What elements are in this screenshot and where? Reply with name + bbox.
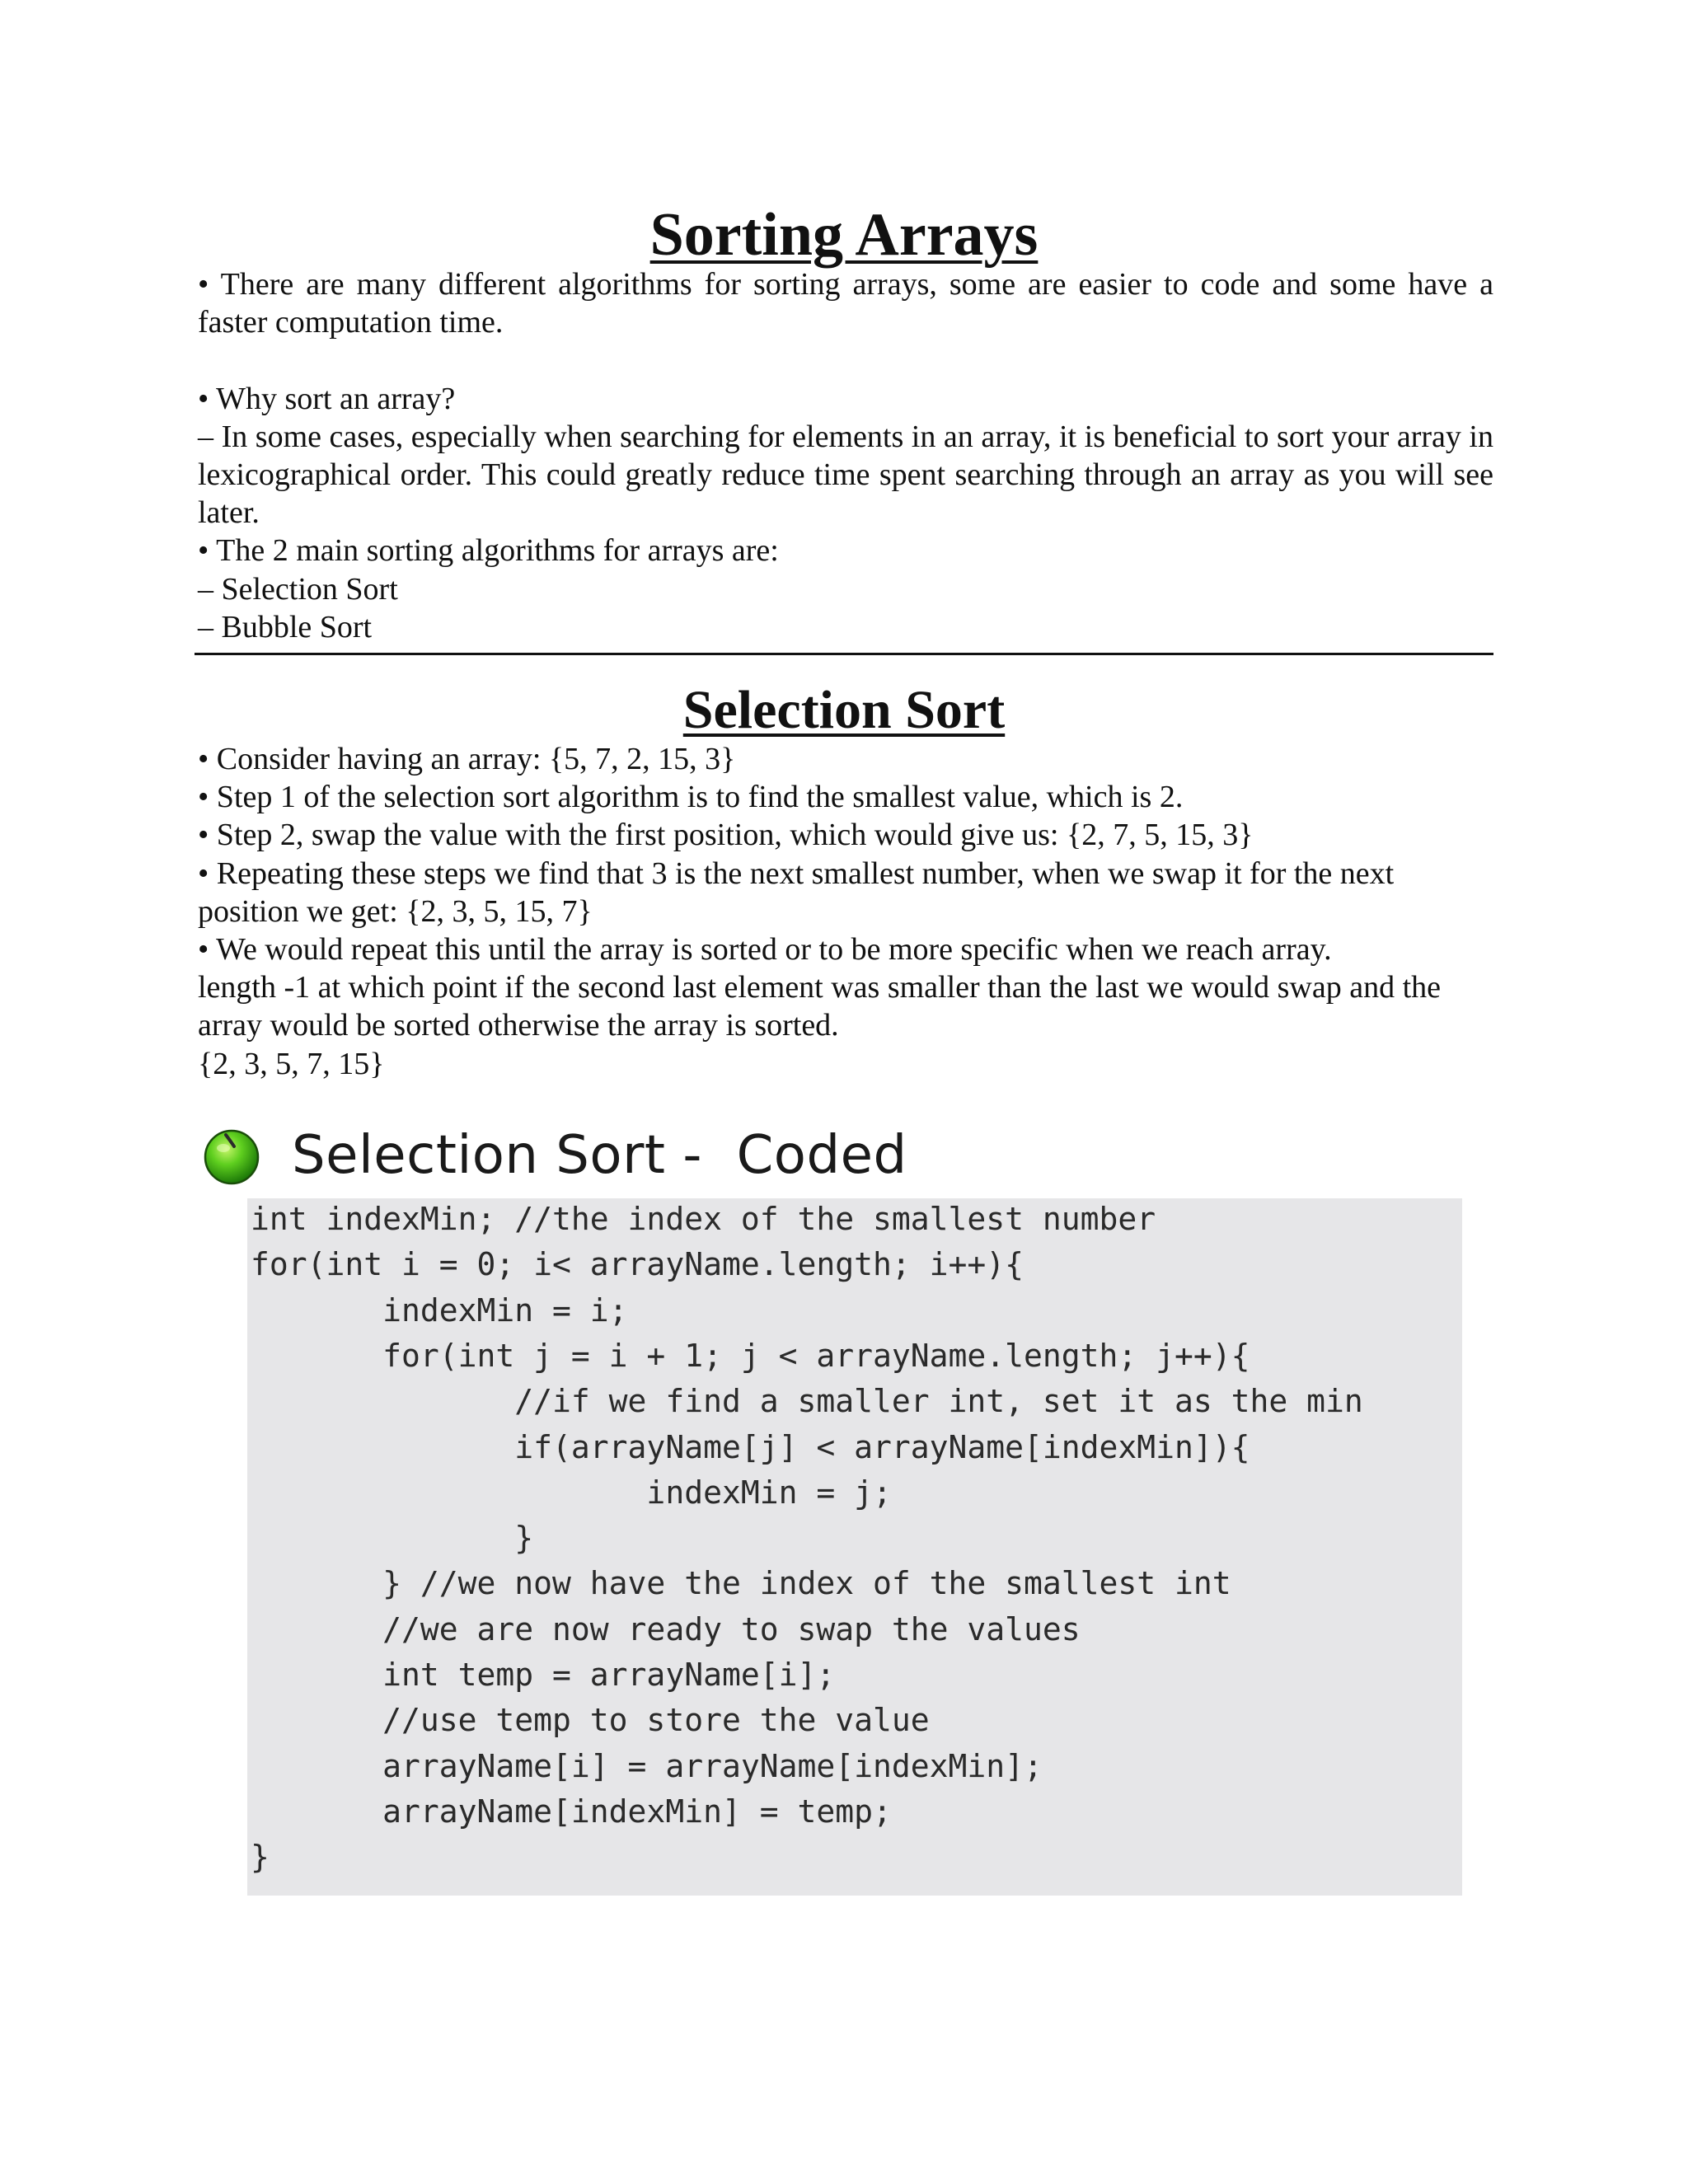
code-line: int temp = arrayName[i];: [251, 1657, 836, 1693]
code-line: //we are now ready to swap the values: [251, 1610, 1081, 1647]
intro-list-bubble-sort: – Bubble Sort: [198, 609, 373, 644]
intro-paragraph-reason: – In some cases, especially when searching for elements in an array, it is beneficial to sort your array in lexicographical order. This could greatly reduce time spent searching through an array as you will see later.: [198, 419, 1493, 531]
code-line: for(int i = 0; i< arrayName.length; i++){: [251, 1246, 1024, 1283]
code-line: //use temp to store the value: [251, 1702, 930, 1739]
section-divider: [195, 653, 1493, 655]
code-line: } //we now have the index of the smallest int: [251, 1565, 1231, 1602]
section-title-text: Selection Sort: [682, 680, 1006, 740]
selection-paragraph-consider: • Consider having an array: {5, 7, 2, 15, 3}: [198, 742, 736, 776]
code-line: indexMin = i;: [251, 1291, 628, 1329]
section-title-selection-sort: [0, 676, 1688, 745]
code-line: arrayName[i] = arrayName[indexMin];: [251, 1747, 1043, 1784]
page-title-text: Sorting Arrays: [649, 201, 1039, 269]
green-apple-icon: [201, 1125, 262, 1186]
selection-paragraph-repeating: • Repeating these steps we find that 3 is the next smallest number, when we swap it for the next position we get: {2, 3, 5, 15, 7}: [198, 855, 1395, 929]
intro-paragraph-main-algorithms: • The 2 main sorting algorithms for arrays are:: [198, 533, 779, 569]
selection-paragraph-step1: • Step 1 of the selection sort algorithm is to find the smallest value, which is 2.: [198, 780, 1184, 815]
code-line: }: [251, 1839, 270, 1876]
coded-section-header: [201, 1121, 907, 1190]
intro-paragraph-algorithms: • There are many different algorithms for sorting arrays, some are easier to code and some have a faster computation time.: [198, 267, 1493, 340]
intro-section: [198, 265, 1493, 646]
code-line: indexMin = j;: [251, 1474, 892, 1511]
code-line: int indexMin; //the index of the smallest number: [251, 1201, 1156, 1237]
selection-paragraph-repeat-until-a: • We would repeat this until the array is sorted or to be more specific when we reach array.: [198, 932, 1332, 968]
selection-paragraph-step2: • Step 2, swap the value with the first position, which would give us: {2, 7, 5, 15, 3}: [198, 818, 1254, 853]
page-title: [0, 198, 1688, 272]
selection-paragraph-repeat-until-b: length -1 at which point if the second last element was smaller than the last we would swap and the array would be sorted otherwise the array is sorted.: [198, 970, 1441, 1043]
code-line: arrayName[indexMin] = temp;: [251, 1793, 892, 1830]
coded-section-title: Selection Sort - Coded: [292, 1125, 907, 1186]
code-line: //if we find a smaller int, set it as the min: [251, 1383, 1363, 1420]
intro-paragraph-why-sort: • Why sort an array?: [198, 381, 456, 416]
code-line: if(arrayName[j] < arrayName[indexMin]){: [251, 1428, 1250, 1465]
intro-list-selection-sort: – Selection Sort: [198, 571, 398, 607]
spacer: [198, 341, 1493, 379]
code-line: for(int j = i + 1; j < arrayName.length; j++){: [251, 1337, 1250, 1374]
code-line: }: [251, 1520, 534, 1557]
code-block: [247, 1198, 1462, 1896]
selection-sort-section: [198, 740, 1493, 1083]
selection-paragraph-result: {2, 3, 5, 7, 15}: [198, 1046, 385, 1081]
